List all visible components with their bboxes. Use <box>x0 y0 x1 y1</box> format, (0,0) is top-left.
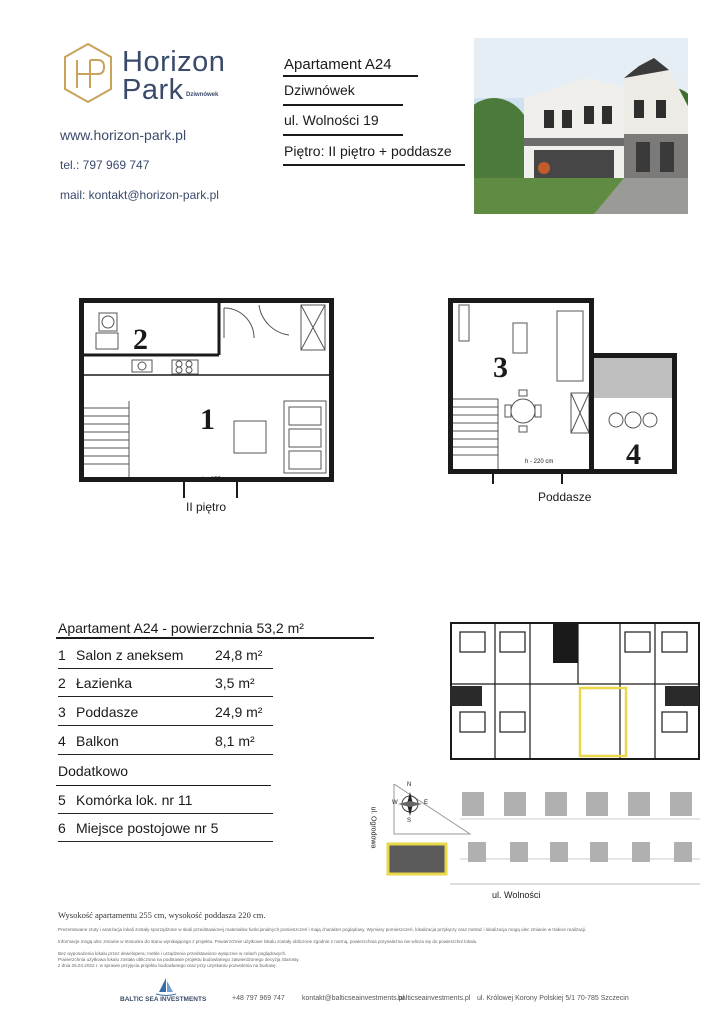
row-value: 8,1 m² <box>215 733 255 749</box>
divider <box>283 164 465 166</box>
compass-s: S <box>407 818 412 824</box>
ceiling-height-label: h - 255 cm <box>202 477 231 483</box>
divider <box>56 637 374 639</box>
row-value: 3,5 m² <box>215 675 255 691</box>
floor-plan-attic <box>448 298 594 474</box>
brand-name-line2: Park <box>122 74 184 106</box>
phone: tel.: 797 969 747 <box>60 158 150 172</box>
ceiling-height-label: h - 220 cm <box>525 459 554 465</box>
section-marker <box>236 480 238 498</box>
fine-print: Powierzchnia użytkowa lokalu została obliczona na podstawie projektu budowlanego zatwierdzonego decyzją Starosty. <box>58 957 300 962</box>
divider <box>283 134 403 136</box>
town: Dziwnówek <box>284 82 355 98</box>
brand-name-line1: Horizon <box>122 46 226 78</box>
row-value: 24,9 m² <box>215 704 263 720</box>
room-number-4: 4 <box>626 438 641 471</box>
row-label: Komórka lok. nr 11 <box>76 792 193 808</box>
fine-print: Prezentowane rzuty i aranżacja lokali zostały sporządzone w skali przedstawionej materiałów funkcjonalnych pomieszczeń i mają charakter poglądowy. Wymiary pomieszczeń, lokalizacja przyłączy oraz metraż i lokalizacja mogą ulec zmianie w trakcie realizacji. <box>58 927 587 932</box>
fine-print: Informacje mogą ulec zmianie w stosunku do stanu wynikającego z projektu. Powierzchnie użytkowe lokalu zostały obliczone zgodnie z normą, powierzchnia przynależna nie wlicza się do powierzchni lokalu. <box>58 939 478 944</box>
section-marker <box>183 480 185 498</box>
apartment-title: Apartament A24 <box>284 56 392 73</box>
section-marker <box>561 474 563 484</box>
compass-icon <box>398 792 422 816</box>
footer-phone: +48 797 969 747 <box>232 995 285 1002</box>
compass-e: E <box>424 800 429 806</box>
area-title: Apartament A24 - powierzchnia 53,2 m² <box>58 620 304 636</box>
row-value: 24,8 m² <box>215 647 263 663</box>
area-row <box>58 731 273 755</box>
area-row <box>58 645 273 669</box>
compass-w: W <box>392 800 398 806</box>
brand-logo <box>62 42 237 106</box>
fine-print: z dnia 25.04.2022 r. w sprawie przyjęcia projektu budowlanego oraz przy uzyskaniu pozwolenia na budowę. <box>58 963 277 968</box>
row-number: 4 <box>58 733 66 749</box>
floor2-caption: II piętro <box>186 500 227 514</box>
attic-caption: Poddasze <box>538 490 592 504</box>
area-row <box>58 702 273 726</box>
divider <box>56 785 271 786</box>
section-marker <box>492 474 494 484</box>
row-number: 1 <box>58 647 66 663</box>
room-number-1: 1 <box>200 403 215 436</box>
fine-print: Bez wyposażenia lokalu przez dewelopera; meble i urządzenia przedstawiono wyłącznie w celach poglądowych. <box>58 951 287 956</box>
footer-mail[interactable]: kontakt@balticseainvestments.pl <box>302 995 405 1002</box>
building-floor-overview <box>450 622 700 760</box>
hp-monogram-icon <box>62 42 114 104</box>
room-number-2: 2 <box>133 323 148 356</box>
row-label: Łazienka <box>76 675 133 691</box>
compass-n: N <box>407 782 412 788</box>
floor-plan-level2 <box>79 298 334 482</box>
row-number: 5 <box>58 792 66 808</box>
site-map <box>369 782 700 900</box>
balcony-roof-area <box>594 358 672 398</box>
mail-link[interactable]: mail: kontakt@horizon-park.pl <box>60 188 219 202</box>
side-street-label: ul. Ogrodowa <box>369 806 377 849</box>
balcony-plan <box>589 353 677 474</box>
height-note: Wysokość apartamentu 255 cm, wysokość poddasza 220 cm. <box>58 910 266 920</box>
footer-address: ul. Królowej Korony Polskiej 5/1 70-785 Szczecin <box>477 995 629 1002</box>
extra-row <box>58 818 273 842</box>
row-number: 6 <box>58 820 66 836</box>
brand-sub: Dziwnówek <box>186 92 219 98</box>
divider <box>283 75 418 77</box>
street-label: ul. Wolności <box>492 890 541 900</box>
web-link[interactable]: www.horizon-park.pl <box>60 127 187 143</box>
sailboat-icon <box>156 978 176 996</box>
street: ul. Wolności 19 <box>284 112 379 128</box>
company-logo <box>120 978 212 1006</box>
company-name: BALTIC SEA INVESTMENTS <box>120 996 207 1003</box>
row-number: 3 <box>58 704 66 720</box>
row-number: 2 <box>58 675 66 691</box>
floor: Piętro: II piętro + poddasze <box>284 143 452 159</box>
footer-web[interactable]: balticseainvestments.pl <box>398 995 471 1002</box>
row-label: Balkon <box>76 733 119 749</box>
row-label: Miejsce postojowe nr 5 <box>76 820 219 836</box>
room-number-3: 3 <box>493 351 508 384</box>
divider <box>283 104 403 106</box>
extras-title: Dodatkowo <box>58 763 129 779</box>
extra-row <box>58 790 273 814</box>
area-row <box>58 673 273 697</box>
row-label: Poddasze <box>76 704 139 720</box>
building-render <box>474 38 688 214</box>
row-label: Salon z aneksem <box>76 647 184 663</box>
